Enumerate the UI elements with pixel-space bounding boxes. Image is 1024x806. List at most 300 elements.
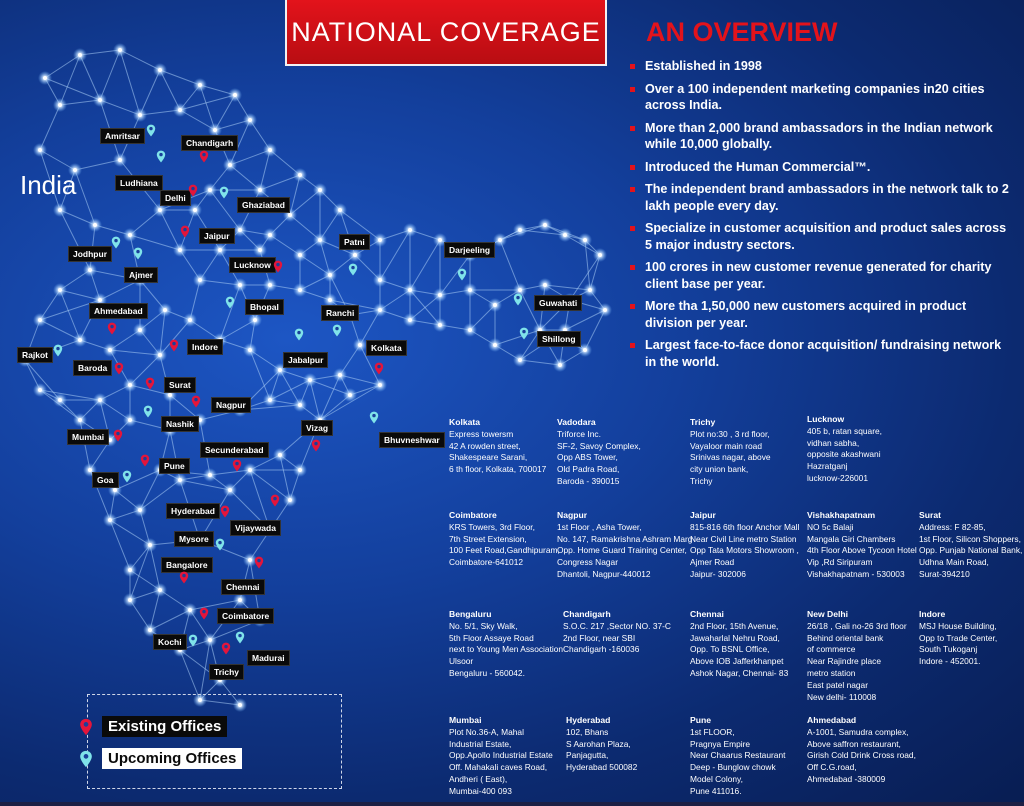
address-block [807,510,917,581]
fact-item: Established in 1998 [630,58,1015,75]
city-label-secunderabad: Secunderabad [200,442,269,458]
network-link [110,520,130,570]
network-node-core [193,208,197,212]
city-label-ranchi: Ranchi [321,305,359,321]
network-node-core [298,173,302,177]
network-node-core [378,238,382,242]
upcoming-office-pin-icon [513,293,523,306]
address-line: Coimbatore-641012 [449,557,524,568]
network-node-core [88,268,92,272]
city-label-patni: Patni [339,234,370,250]
address-line: Near Civil Line metro Station [690,533,797,544]
address-city: Vishakhapatnam [807,510,876,520]
city-label-ahmedabad: Ahmedabad [89,303,148,319]
address-city: Bengaluru [449,609,492,619]
network-node-core [58,103,62,107]
address-line: Off. Mahakali caves Road, [449,762,548,773]
city-label-indore: Indore [187,339,223,355]
network-node-core [78,338,82,342]
address-block [557,417,641,488]
fact-item: More tha 1,50,000 new customers acquired in product division per year. [630,298,1015,331]
network-node-core [178,478,182,482]
network-node-core [328,273,332,277]
city-label-rajkot: Rajkot [17,347,53,363]
network-node-core [208,638,212,642]
network-node-core [43,76,47,80]
network-link [320,375,340,420]
network-node-core [583,238,587,242]
network-node-core [543,223,547,227]
address-line: 2nd Floor, near SBI [563,632,636,643]
city-label-nagpur: Nagpur [211,397,251,413]
address-line: Andheri ( East), [449,773,508,784]
address-block [690,510,799,581]
network-node-core [583,348,587,352]
existing-office-pin-icon [199,607,209,620]
address-line: 100 Feet Road,Gandhipuram, [449,545,560,556]
address-line: Behind oriental bank [807,632,884,643]
network-node-core [218,248,222,252]
address-line: Dhantoli, Nagpur-440012 [557,568,651,579]
network-node-core [118,158,122,162]
city-label-ludhiana: Ludhiana [115,175,163,191]
address-line: 2nd Floor, 15th Avenue, [690,620,779,631]
overview-heading: AN OVERVIEW [646,17,838,47]
fact-item: The independent brand ambassadors in the network talk to 2 lakh people every day. [630,181,1015,214]
address-line: No. 5/1, Sky Walk, [449,620,518,631]
city-label-chandigarh: Chandigarh [181,135,238,151]
existing-office-pin-icon [188,184,198,197]
upcoming-office-pin-icon [122,470,132,483]
upcoming-office-pin-icon [111,236,121,249]
network-node-core [58,288,62,292]
network-node-core [378,278,382,282]
network-node-core [58,208,62,212]
network-node-core [238,228,242,232]
network-node-core [213,128,217,132]
existing-office-pin-icon [254,556,264,569]
existing-pin-icon [79,718,93,736]
network-node-core [168,393,172,397]
existing-office-pin-icon [199,150,209,163]
address-line: Shakespeare Sarani, [449,452,528,463]
address-line: South Tukoganj [919,644,978,655]
network-link [100,50,120,100]
network-node-core [408,288,412,292]
network-node-core [493,303,497,307]
address-city: Pune [690,715,712,725]
network-node-core [78,53,82,57]
network-node-core [38,148,42,152]
address-line: East patel nagar [807,679,868,690]
address-line: MSJ House Building, [919,620,997,631]
network-node-core [288,213,292,217]
address-line: city union bank, [690,464,749,475]
address-line: 1st Floor, Silicon Shoppers, [919,533,1021,544]
network-node-core [208,188,212,192]
address-city: Mumbai [449,715,482,725]
city-label-bangalore: Bangalore [161,557,213,573]
network-node-core [238,283,242,287]
address-line: opposite akashwani [807,449,881,460]
network-node-core [498,238,502,242]
existing-office-pin-icon [179,571,189,584]
address-line: New delhi- 110008 [807,691,877,702]
city-label-vizag: Vizag [301,420,333,436]
address-line: Ajmer Road [690,557,735,568]
network-node-core [138,113,142,117]
network-node-core [78,418,82,422]
address-line: metro station [807,667,856,678]
city-label-vijaywada: Vijaywada [230,520,281,536]
address-line: Above saffron restaurant, [807,738,901,749]
network-node-core [108,348,112,352]
network-node-core [298,253,302,257]
network-node-core [108,518,112,522]
upcoming-office-pin-icon [348,263,358,276]
address-block [566,715,637,774]
address-city: Indore [919,609,946,619]
network-node-core [268,283,272,287]
fact-item: 100 crores in new customer revenue generated for charity client base per year. [630,259,1015,292]
network-link [75,170,95,225]
banner-title: NATIONAL COVERAGE [291,16,601,47]
fact-item: Largest face-to-face donor acquisition/ fundraising network in the world. [630,337,1015,370]
country-label: India [20,170,77,200]
existing-office-pin-icon [220,505,230,518]
address-line: Opp. Home Guard Training Center, [557,545,687,556]
network-node-core [138,328,142,332]
address-line: Jaipur- 302006 [690,568,746,579]
address-line: Udhna Main Road, [919,557,989,568]
network-node-core [118,48,122,52]
address-line: Ashok Nagar, Chennai- 83 [690,667,789,678]
city-label-trichy: Trichy [209,664,244,680]
network-node-core [338,208,342,212]
upcoming-office-pin-icon [188,634,198,647]
network-node-core [148,628,152,632]
network-node-core [128,568,132,572]
network-node-core [438,323,442,327]
network-link [110,350,160,355]
existing-office-pin-icon [107,322,117,335]
network-node-core [128,598,132,602]
address-city: Jaipur [690,510,716,520]
address-line: 7th Street Extension, [449,533,527,544]
network-node-core [518,288,522,292]
network-node-core [268,148,272,152]
network-node-core [58,398,62,402]
address-city: Lucknow [807,414,845,424]
network-link [410,240,440,290]
network-node-core [543,283,547,287]
address-line: Off C.G.road, [807,762,857,773]
network-node-core [353,253,357,257]
city-label-nashik: Nashik [161,416,199,432]
network-node-core [438,293,442,297]
address-line: Opp to Trade Center, [919,632,998,643]
network-node-core [558,363,562,367]
city-label-bhopal: Bhopal [245,299,284,315]
city-label-kolkata: Kolkata [366,340,407,356]
network-node-core [598,253,602,257]
address-line: Congress Nagar [557,557,618,568]
address-line: Pragnya Empire [690,738,751,749]
address-line: S.O.C. 217 ,Sector NO. 37-C [563,620,671,631]
city-label-shillong: Shillong [537,331,581,347]
network-link [220,285,240,340]
network-node-core [158,68,162,72]
national-coverage-banner [285,0,607,66]
map-legend [87,694,342,789]
legend-existing-label: Existing Offices [102,716,227,737]
network-node-core [588,288,592,292]
address-city: Ahmedabad [807,715,857,725]
address-city: Chennai [690,609,724,619]
city-label-goa: Goa [92,472,119,488]
network-node-core [258,248,262,252]
network-node-core [228,163,232,167]
city-label-chennai: Chennai [221,579,265,595]
address-city: Hyderabad [566,715,611,725]
network-node-core [348,393,352,397]
network-node-core [288,498,292,502]
address-line: Model Colony, [690,773,743,784]
address-line: Opp Tata Motors Showroom , [690,545,799,556]
city-label-ajmer: Ajmer [124,267,158,283]
address-line: A-1001, Samudra complex, [807,726,909,737]
address-line: Above IOB Jafferkhanpet [690,656,784,667]
existing-office-pin-icon [145,377,155,390]
network-node-core [148,543,152,547]
facts-list [630,58,1015,376]
upcoming-office-pin-icon [519,327,529,340]
address-block [449,417,546,476]
address-line: Pune 411016. [690,785,742,796]
network-node-core [38,318,42,322]
existing-office-pin-icon [270,494,280,507]
network-link [250,350,270,400]
upcoming-office-pin-icon [235,631,245,644]
network-node-core [358,343,362,347]
address-line: Mangala Giri Chambers [807,533,896,544]
address-line: Srinivas nagar, above [690,452,771,463]
address-line: Near Rajindre place [807,656,882,667]
city-label-ghaziabad: Ghaziabad [237,197,290,213]
network-node-core [238,598,242,602]
address-line: Industrial Estate, [449,738,512,749]
network-node-core [298,288,302,292]
address-line: Address: F 82-85, [919,521,986,532]
network-node-core [518,228,522,232]
network-node-core [228,488,232,492]
city-label-kochi: Kochi [153,634,187,650]
city-label-bhuvneshwar: Bhuvneshwar [379,432,445,448]
network-node-core [318,188,322,192]
address-line: Jawaharlal Nehru Road, [690,632,780,643]
network-node-core [178,108,182,112]
network-node-core [268,233,272,237]
network-node-core [98,298,102,302]
city-label-jabalpur: Jabalpur [283,352,328,368]
address-block [449,715,553,798]
address-line: Opp. To BSNL Office, [690,644,770,655]
network-node-core [93,223,97,227]
network-node-core [198,278,202,282]
network-link [80,420,90,470]
address-city: Trichy [690,417,716,427]
network-node-core [378,383,382,387]
address-block [563,609,671,656]
network-node-core [298,403,302,407]
network-node-core [158,588,162,592]
upcoming-office-pin-icon [219,186,229,199]
network-node-core [128,383,132,387]
address-city: Vadodara [557,417,596,427]
address-line: Old Padra Road, [557,464,620,475]
network-node-core [493,343,497,347]
address-line: 815-816 6th floor Anchor Mall [690,521,800,532]
network-node-core [308,378,312,382]
existing-office-pin-icon [273,260,283,273]
upcoming-office-pin-icon [133,247,143,260]
address-line: Trichy [690,475,713,486]
network-node-core [113,488,117,492]
address-city: Surat [919,510,941,520]
address-line: 4th Floor Above Tycoon Hotel [807,545,917,556]
fact-item: Introduced the Human Commercial™. [630,159,1015,176]
upcoming-pin-icon [79,750,93,768]
address-line: Opp.Apollo Industrial Estate [449,750,553,761]
upcoming-office-pin-icon [143,405,153,418]
city-label-darjeeling: Darjeeling [444,242,495,258]
network-node-core [248,558,252,562]
upcoming-office-pin-icon [332,324,342,337]
city-label-jodhpur: Jodhpur [68,246,112,262]
address-line: Plot No.36-A, Mahal [449,726,524,737]
city-label-coimbatore: Coimbatore [217,608,274,624]
upcoming-office-pin-icon [146,124,156,137]
address-line: Ulsoor [449,656,474,667]
network-node-core [438,238,442,242]
existing-office-pin-icon [180,225,190,238]
network-node-core [163,308,167,312]
address-line: 1st FLOOR, [690,726,735,737]
network-node-core [603,308,607,312]
network-node-core [188,608,192,612]
upcoming-office-pin-icon [369,411,379,424]
network-node-core [248,118,252,122]
city-label-baroda: Baroda [73,360,112,376]
city-label-mysore: Mysore [174,531,214,547]
address-line: Opp. Punjab National Bank, [919,545,1023,556]
address-block [807,414,882,485]
address-line: Triforce Inc. [557,428,601,439]
network-node-core [233,93,237,97]
upcoming-office-pin-icon [225,296,235,309]
address-line: next to Young Men Association [449,644,564,655]
network-node-core [38,388,42,392]
existing-office-pin-icon [221,642,231,655]
network-node-core [258,188,262,192]
network-node-core [318,238,322,242]
network-node-core [98,398,102,402]
existing-office-pin-icon [311,439,321,452]
address-line: 5th Floor Assaye Road [449,632,534,643]
existing-office-pin-icon [191,395,201,408]
address-line: Opp ABS Tower, [557,452,618,463]
address-line: Bengaluru - 560042. [449,667,525,678]
address-line: of commerce [807,644,856,655]
address-line: Deep - Bunglow chowk [690,762,776,773]
network-node-core [563,233,567,237]
network-node-core [328,298,332,302]
address-city: Coimbatore [449,510,497,520]
network-node-core [208,473,212,477]
address-line: Panjagutta, [566,750,609,761]
network-node-core [248,348,252,352]
address-line: 42 A rowden street, [449,440,521,451]
address-block [807,609,907,703]
network-node-core [338,373,342,377]
address-line: Hyderabad 500082 [566,762,638,773]
city-label-hyderabad: Hyderabad [166,503,220,519]
address-line: 6 th floor, Kolkata, 700017 [449,464,547,475]
network-node-core [98,98,102,102]
city-label-mumbai: Mumbai [67,429,109,445]
network-node-core [298,468,302,472]
upcoming-office-pin-icon [457,268,467,281]
network-node-core [158,353,162,357]
address-block [690,715,785,798]
existing-office-pin-icon [114,362,124,375]
network-node-core [378,308,382,312]
network-node-core [198,83,202,87]
upcoming-office-pin-icon [53,344,63,357]
city-label-surat: Surat [164,377,196,393]
legend-upcoming [79,748,242,769]
address-line: SF-2, Savoy Complex, [557,440,641,451]
network-node-core [253,318,257,322]
network-link [40,105,60,150]
city-label-amritsar: Amritsar [100,128,145,144]
existing-office-pin-icon [169,339,179,352]
network-link [180,480,230,490]
network-node-core [188,318,192,322]
address-line: S Aarohan Plaza, [566,738,631,749]
network-link [500,240,520,290]
address-block [807,715,916,786]
address-line: Vayaloor main road [690,440,763,451]
upcoming-office-pin-icon [294,328,304,341]
network-node-core [408,228,412,232]
fact-item: Specialize in customer acquisition and product sales across 5 major industry sectors. [630,220,1015,253]
address-line: Vip ,Rd Siripuram [807,557,873,568]
address-block [919,609,997,668]
city-label-madurai: Madurai [247,650,290,666]
network-node-core [468,288,472,292]
address-line: 26/18 , Gali no-26 3rd floor [807,620,907,631]
address-line: 405 b, ratan square, [807,425,882,436]
existing-office-pin-icon [140,454,150,467]
network-link [60,290,80,340]
network-link [120,50,140,115]
network-link [495,330,540,345]
city-label-delhi: Delhi [160,190,191,206]
address-city: New Delhi [807,609,849,619]
fact-item: Over a 100 independent marketing companies in20 cities across India. [630,81,1015,114]
address-block [449,609,563,680]
